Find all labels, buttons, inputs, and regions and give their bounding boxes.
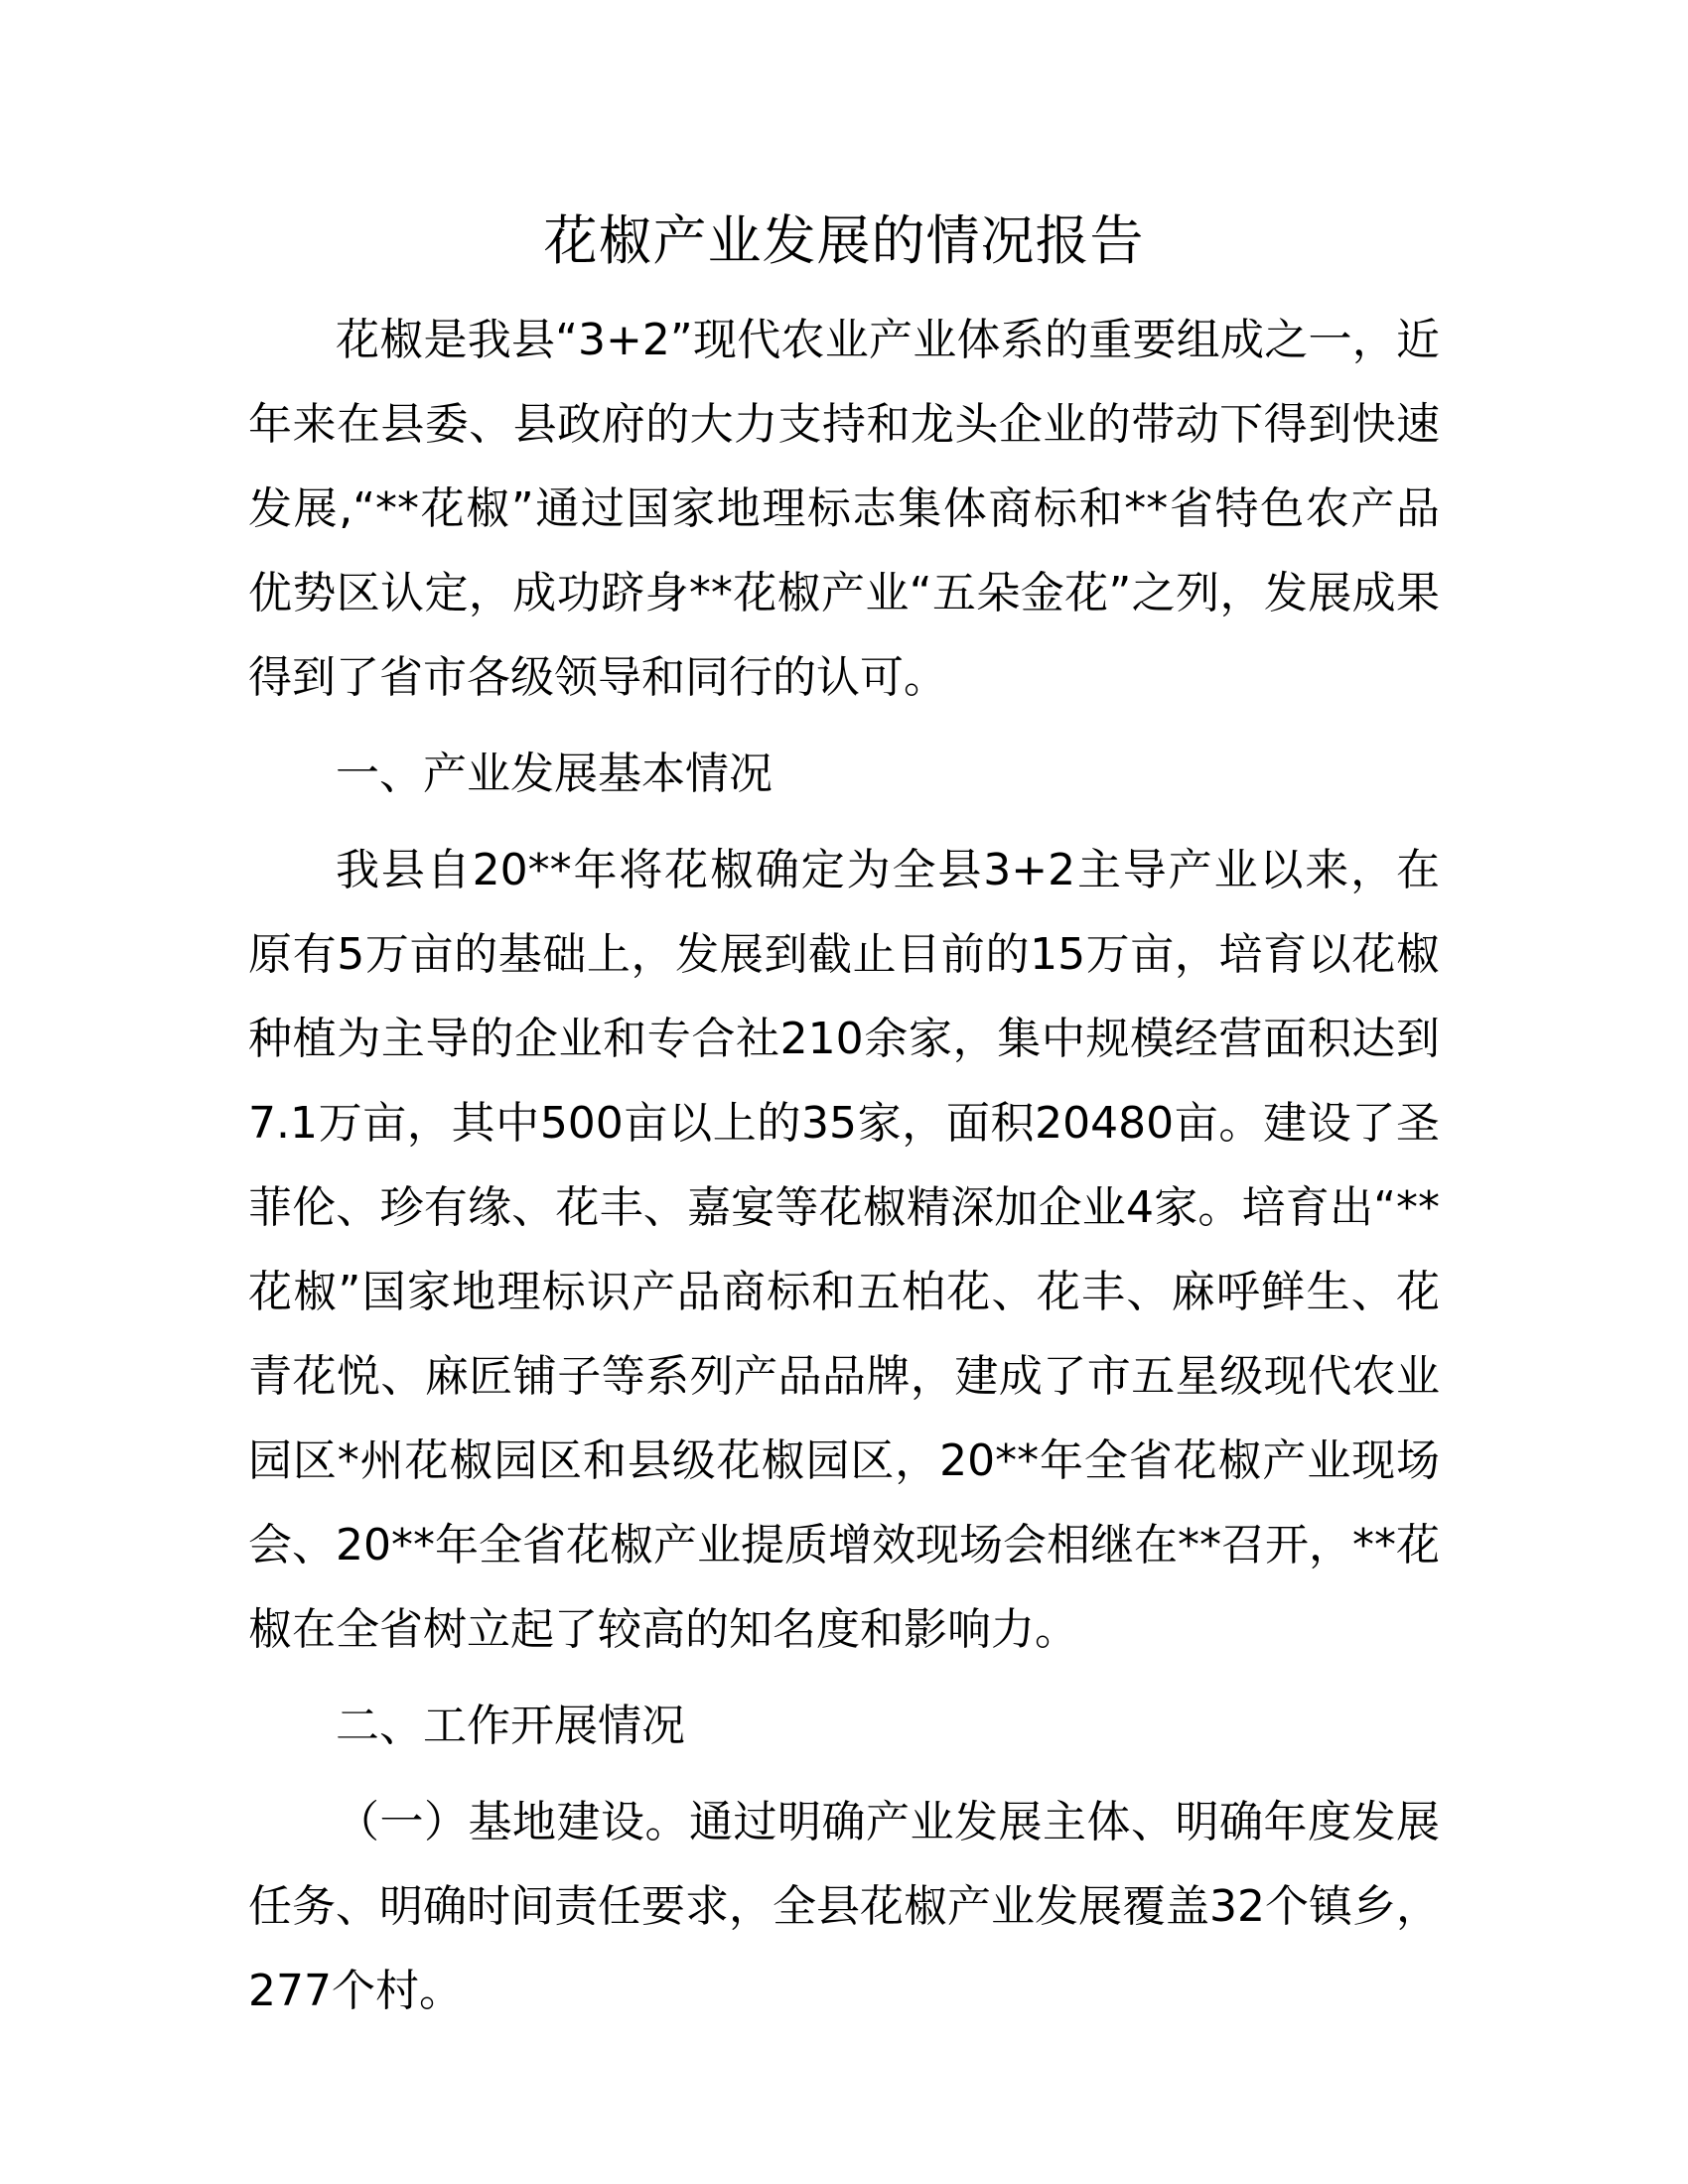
paragraph-spacer — [248, 720, 1440, 732]
section-2-heading: 二、工作开展情况 — [336, 1701, 685, 1751]
paragraph-spacer — [248, 1768, 1440, 1780]
section-2-item-1-paragraph: （一）基地建设。通过明确产业发展主体、明确年度发展任务、明确时间责任要求，全县花椒产业发展覆盖32个镇乡，277个村。 — [248, 1797, 1440, 2016]
intro-paragraph: 花椒是我县“3+2”现代农业产业体系的重要组成之一，近年来在县委、县政府的大力支持和龙头企业的带动下得到快速发展,“**花椒”通过国家地理标志集体商标和**省特色农产品优势区认定，成功跻身**花椒产业“五朵金花”之列，发展成果得到了省市各级领导和同行的认可。 — [248, 315, 1440, 703]
paragraph-spacer — [248, 816, 1440, 828]
section-1-heading: 一、产业发展基本情况 — [336, 749, 773, 799]
section-1-paragraph: 我县自20**年将花椒确定为全县3+2主导产业以来，在原有5万亩的基础上，发展到截止目前的15万亩，培育以花椒种植为主导的企业和专合社210余家，集中规模经营面积达到7.1万亩，其中500亩以上的35家，面积20480亩。建设了圣菲伦、珍有缘、花丰、嘉宴等花椒精深加企业4家。培育出“**花椒”国家地理标识产品商标和五柏花、花丰、麻呼鲜生、花青花悦、麻匠铺子等系列产品品牌，建成了市五星级现代农业园区*州花椒园区和县级花椒园区，20**年全省花椒产业现场会、20**年全省花椒产业提质增效现场会相继在**召开，**花椒在全省树立起了较高的知名度和影响力。 — [248, 845, 1440, 1655]
paragraph-spacer — [248, 1672, 1440, 1684]
document-body — [248, 298, 1440, 2033]
document-title: 花椒产业发展的情况报告 — [543, 209, 1145, 272]
